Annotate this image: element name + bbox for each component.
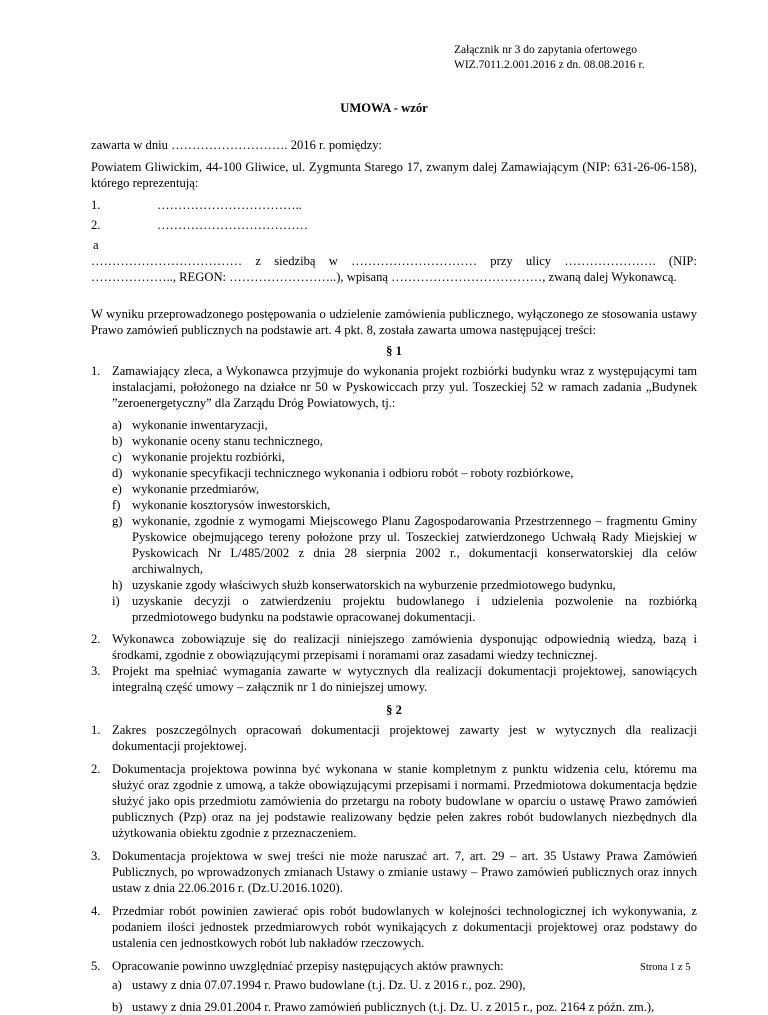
preamble-paragraph: W wyniku przeprowadzonego postępowania o udzielenie zamówienia publicznego, wyłączonego ze stosowania ustawy Prawo zamówień publicznych na podstawie art. 4 pkt. 8, została zawarta umowa następującej treści:	[91, 307, 697, 337]
section-1-sign: § 1	[386, 344, 402, 358]
point-number: 3.	[91, 664, 101, 678]
point-text: Przedmiar robót powinien zawierać opis robót budowlanych w kolejności technologicznej ich wykonywania, z podaniem ilości jednostek przedmiarowych robót wynikających z dokumentacji projektowej oraz podstawy do ustalenia cen jednostkowych robót lub nakładów rzeczowych.	[112, 904, 697, 950]
point-number: 1.	[91, 723, 101, 737]
sub-text: wykonanie przedmiarów,	[132, 482, 260, 496]
attachment-note-line1: Załącznik nr 3 do zapytania ofertowego	[454, 44, 637, 56]
sub-item	[112, 433, 697, 449]
sub-text: uzyskanie decyzji o zatwierdzeniu projektu budowlanego i udzielenia pozwolenie na rozbiórką przedmiotowego budynku na podstawie opracowanej dokumentacji.	[132, 594, 697, 624]
sub-letter: b)	[112, 434, 123, 448]
party2-line1	[91, 253, 697, 269]
sub-text: wykonanie inwentaryzacji,	[132, 418, 268, 432]
point-text: Zakres poszczególnych opracowań dokumentacji projektowej zawarty jest w wytycznych dla realizacji dokumentacji projektowej.	[112, 723, 697, 753]
point-content	[112, 958, 697, 1015]
sub-letter: a)	[112, 418, 122, 432]
party2-word: ………………………………	[91, 254, 243, 268]
party2-word: przy	[490, 254, 513, 268]
point-number: 1.	[91, 364, 101, 378]
sub-item	[112, 497, 697, 513]
sub-item	[112, 465, 697, 481]
conjunction-a: a	[93, 238, 99, 252]
sub-text: wykonanie projektu rozbiórki,	[132, 450, 285, 464]
representative-placeholder: ………………………………	[157, 218, 309, 232]
sub-text: ustawy z dnia 29.01.2004 r. Prawo zamówień publicznych (t.j. Dz. U. z 2015 r., poz. 2164 z późn. zm.),	[132, 1000, 655, 1014]
party2-word: z	[255, 254, 261, 268]
party2-line2: ……………….., REGON: ……………………..), wpisaną ………………………………, zwaną dalej Wykonawcą.	[91, 270, 677, 284]
sub-item	[112, 577, 697, 593]
sub-item	[112, 977, 697, 993]
point-number: 3.	[91, 849, 101, 863]
sub-letter: a)	[112, 978, 122, 992]
point-text: Dokumentacja projektowa powinna być wykonana w stanie kompletnym z punktu widzenia celu, któremu ma służyć oraz zgodnie z umową, a także obowiązującymi przepisami i normami. Przedmiotowa dokumentacja będzie służyć jako opis przedmiotu zamówienia do przetargu na roboty budowlane w oparciu o ustawę Prawo zamówień publicznych (Pzp) oraz na jej podstawie realizowany będzie pełen zakres robót budowlanych niezbędnych dla użytkowania obiektu zgodnie z przeznaczeniem.	[112, 762, 697, 840]
point-number: 2.	[91, 762, 101, 776]
section-2-point-3	[91, 848, 697, 896]
party2-word: ulicy	[525, 254, 552, 268]
representative-placeholder: ……………………………..	[157, 198, 302, 212]
party2-word: w	[328, 254, 338, 268]
attachment-note	[454, 43, 645, 73]
sub-text: wykonanie kosztorysów inwestorskich,	[132, 498, 331, 512]
point-text: Wykonawca zobowiązuje się do realizacji niniejszego zamówienia dysponując odpowiednią wiedzą, bazą i środkami, zgodnie z obowiązującymi przepisami i noramami oraz zasadami wiedzy technicznej.	[112, 632, 697, 662]
point-text: Zamawiający zleca, a Wykonawca przyjmuje do wykonania projekt rozbiórki budynku wraz z występującymi tam instalacjami, położonego na działce nr 50 w Pyskowiccach przy yul. Toszeckiej 52 w ramach zadania „Budynek ”zeroenergetyczny” dla Zarządu Dróg Powiatowych, tj.:	[112, 364, 697, 410]
section-2-point-2	[91, 761, 697, 841]
sub-letter: e)	[112, 482, 122, 496]
point-number: 2.	[91, 632, 101, 646]
sub-letter: d)	[112, 466, 123, 480]
sub-letter: h)	[112, 578, 123, 592]
document-title: UMOWA - wzór	[340, 101, 428, 115]
section-2-point-4	[91, 903, 697, 951]
party2-word: siedzibą	[274, 254, 316, 268]
sub-letter: c)	[112, 450, 122, 464]
sub-text: ustawy z dnia 07.07.1994 r. Prawo budowlane (t.j. Dz. U. z 2016 r., poz. 290),	[132, 978, 526, 992]
representative-number: 2.	[91, 218, 101, 232]
section-1-sublist	[112, 417, 697, 625]
sub-letter: b)	[112, 1000, 123, 1014]
representative-number: 1.	[91, 198, 101, 212]
sub-letter: f)	[112, 498, 121, 512]
point-content	[112, 363, 697, 631]
section-2-point-1	[91, 722, 697, 754]
section-1-point-3	[91, 663, 697, 695]
sub-item	[112, 417, 697, 433]
section-1-point-1	[91, 363, 697, 631]
point-number: 4.	[91, 904, 101, 918]
party2-word: ………………….	[564, 254, 656, 268]
point-text: Opracowanie powinno uwzględniać przepisy następujących aktów prawnych:	[112, 959, 504, 973]
sub-text: wykonanie oceny stanu technicznego,	[132, 434, 323, 448]
sub-item	[112, 481, 697, 497]
section-2-list	[91, 722, 697, 1015]
sub-item	[112, 999, 697, 1015]
section-2-point-5	[91, 958, 697, 1015]
section-2-sign: § 2	[386, 703, 402, 717]
sub-text: uzyskanie zgody właściwych służb konserwatorskich na wyburzenie przedmiotowego budynku,	[132, 578, 616, 592]
sub-text: wykonanie specyfikacji technicznego wykonania i odbioru robót – roboty rozbiórkowe,	[132, 466, 574, 480]
sub-item	[112, 449, 697, 465]
attachment-note-line2: WIZ.7011.2.001.2016 z dn. 08.08.2016 r.	[454, 59, 645, 71]
section-1-point-2	[91, 631, 697, 663]
sub-text: wykonanie, zgodnie z wymogami Miejscowego Planu Zagospodarowania Przestrzennego – fragmentu Gminy Pyskowice obejmującego tereny położone przy ul. Toszeckiej zatwierdzonego Uchwałą Rady Miejskiej w Pyskowicach Nr L/485/2002 z dnia 28 sierpnia 2002 r., dokumentacji konserwatorskiej dla celów archiwalnych,	[132, 514, 697, 576]
party2-word: …………………………	[351, 254, 478, 268]
point-number: 5.	[91, 959, 101, 973]
sub-letter: g)	[112, 514, 123, 528]
page-number: Strona 1 z 5	[640, 962, 691, 973]
representative-row-1	[91, 197, 697, 213]
sub-item	[112, 593, 697, 625]
concluded-line: zawarta w dniu ………………………. 2016 r. pomiędzy:	[91, 138, 383, 152]
point-text: Dokumentacja projektowa w swej treści nie może naruszać art. 7, art. 29 – art. 35 Ustawy Prawa Zamówień Publicznych, po wprowadzonych zmianach Ustawy o zmianie ustawy – Prawo zamówień publicznych oraz innych ustaw z dnia 22.06.2016 r. (Dz.U.2016.1020).	[112, 849, 697, 895]
sub-letter: i)	[112, 594, 120, 608]
party2-word: (NIP:	[668, 254, 697, 268]
sub-item	[112, 513, 697, 577]
representative-row-2	[91, 217, 697, 233]
document-body	[91, 137, 697, 1015]
section-1-list	[91, 363, 697, 695]
point-text: Projekt ma spełniać wymagania zawarte w wytycznych dla realizacji dokumentacji projektowej, sanowiących integralną część umowy – załącznik nr 1 do niniejszej umowy.	[112, 664, 697, 694]
party1-paragraph: Powiatem Gliwickim, 44-100 Gliwice, ul. Zygmunta Starego 17, zwanym dalej Zamawiającym (NIP: 631-26-06-158), którego reprezentują:	[91, 160, 697, 190]
